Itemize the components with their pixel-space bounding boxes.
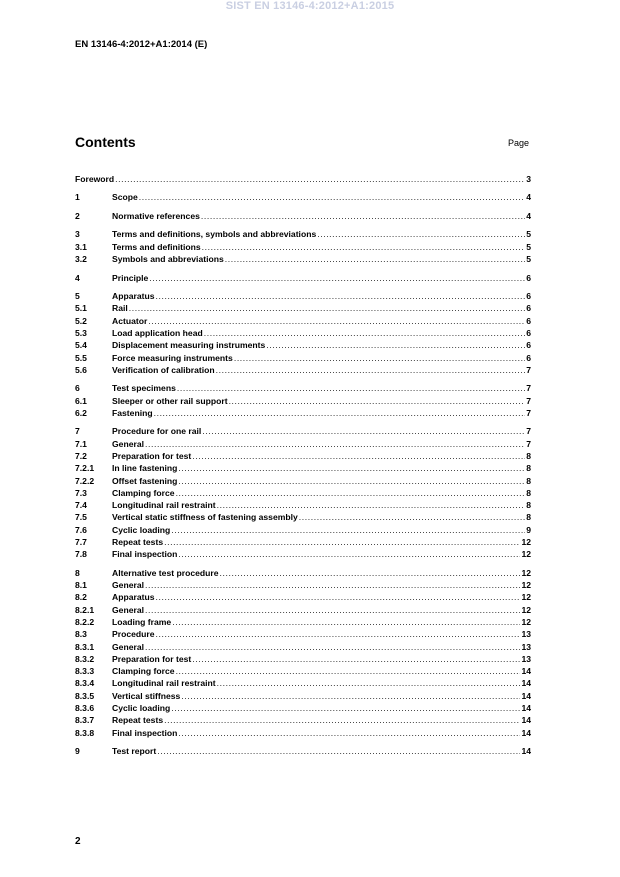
dot-leader bbox=[164, 714, 520, 726]
toc-entry-page: 6 bbox=[526, 272, 531, 283]
toc-entry-number: 6 bbox=[75, 383, 80, 394]
toc-entry-number: 7.8 bbox=[75, 549, 87, 560]
toc-entry-page: 7 bbox=[526, 383, 531, 394]
toc-entry-page: 12 bbox=[521, 604, 531, 615]
dot-leader bbox=[176, 665, 521, 677]
page-column-label: Page bbox=[508, 138, 530, 148]
toc-entry-page: 14 bbox=[521, 703, 531, 714]
toc-entry-title: General bbox=[112, 580, 145, 591]
dot-leader bbox=[178, 727, 520, 739]
toc-entry-title: Sleeper or other rail support bbox=[112, 395, 228, 406]
toc-entry-title: Apparatus bbox=[112, 291, 155, 302]
toc-entry-title: Foreword bbox=[75, 174, 115, 184]
toc-entry[interactable] bbox=[75, 272, 531, 284]
toc-entry-number: 7.1 bbox=[75, 438, 87, 449]
toc-entry-page: 12 bbox=[521, 580, 531, 591]
dot-leader bbox=[216, 364, 526, 376]
toc-entry[interactable] bbox=[75, 302, 531, 314]
toc-entry[interactable] bbox=[75, 579, 531, 591]
toc-entry[interactable] bbox=[75, 567, 531, 579]
toc-entry-title: Preparation for test bbox=[112, 450, 192, 461]
dot-leader bbox=[178, 548, 520, 560]
toc-entry[interactable] bbox=[75, 327, 531, 339]
toc-entry-title: Fastening bbox=[112, 407, 153, 418]
toc-entry-number: 8.3.3 bbox=[75, 666, 95, 677]
toc-entry[interactable] bbox=[75, 352, 531, 364]
toc-entry[interactable] bbox=[75, 524, 531, 536]
toc-entry-title: Longitudinal rail restraint bbox=[112, 678, 216, 689]
toc-entry-page: 14 bbox=[521, 715, 531, 726]
toc-entry[interactable] bbox=[75, 487, 531, 499]
toc-entry-page: 13 bbox=[521, 653, 531, 664]
dot-leader bbox=[145, 579, 520, 591]
toc-entry[interactable] bbox=[75, 628, 531, 640]
dot-leader bbox=[181, 690, 520, 702]
toc-entry-page: 7 bbox=[526, 364, 531, 375]
toc-entry-page: 8 bbox=[526, 475, 531, 486]
toc-entry-page: 3 bbox=[526, 174, 531, 184]
toc-entry[interactable] bbox=[75, 499, 531, 511]
toc-entry-page: 5 bbox=[526, 241, 531, 252]
toc-entry-page: 12 bbox=[521, 617, 531, 627]
toc-entry[interactable] bbox=[75, 548, 531, 560]
watermark-text: SIST EN 13146-4:2012+A1:2015 bbox=[225, 0, 395, 12]
toc-entry-page: 7 bbox=[526, 395, 531, 406]
toc-entry-page: 6 bbox=[526, 303, 531, 314]
toc-entry-title: Force measuring instruments bbox=[112, 352, 233, 363]
toc-entry[interactable] bbox=[75, 727, 531, 739]
dot-leader bbox=[229, 395, 526, 407]
toc-entry-number: 6.2 bbox=[75, 407, 87, 418]
dot-leader bbox=[129, 302, 525, 314]
dot-leader bbox=[204, 327, 525, 339]
toc-entry-number: 6.1 bbox=[75, 395, 87, 406]
toc-entry-title: Longitudinal rail restraint bbox=[112, 500, 216, 511]
toc-entry-number: 5 bbox=[75, 291, 80, 302]
toc-entry[interactable] bbox=[75, 395, 531, 407]
toc-entry-number: 4 bbox=[75, 272, 80, 283]
toc-entry-page: 8 bbox=[526, 500, 531, 511]
toc-entry[interactable] bbox=[75, 653, 531, 665]
toc-entry-page: 6 bbox=[526, 291, 531, 302]
dot-leader bbox=[202, 241, 526, 253]
toc-entry-title: Procedure for one rail bbox=[112, 426, 202, 437]
dot-leader bbox=[299, 511, 525, 523]
toc-entry[interactable] bbox=[75, 425, 531, 437]
dot-leader bbox=[220, 567, 521, 579]
toc-entry-title: Final inspection bbox=[112, 549, 178, 560]
toc-entry-title: Terms and definitions bbox=[112, 241, 201, 252]
toc-entry-title: Loading frame bbox=[112, 617, 172, 627]
dot-leader bbox=[145, 641, 520, 653]
dot-leader bbox=[171, 702, 520, 714]
toc-entry[interactable] bbox=[75, 604, 531, 616]
dot-leader bbox=[202, 425, 525, 437]
dot-leader bbox=[201, 210, 525, 222]
dot-leader bbox=[225, 253, 525, 265]
toc-entry[interactable] bbox=[75, 641, 531, 653]
toc-entry-number: 8.3 bbox=[75, 629, 87, 640]
toc-entry-number: 8.3.8 bbox=[75, 727, 95, 738]
toc-entry[interactable] bbox=[75, 665, 531, 677]
toc-entry[interactable] bbox=[75, 407, 531, 419]
toc-entry-page: 4 bbox=[526, 192, 531, 203]
toc-entry-title: Vertical stiffness bbox=[112, 690, 181, 701]
toc-entry-page: 6 bbox=[526, 327, 531, 338]
toc-entry-number: 8 bbox=[75, 567, 80, 578]
dot-leader bbox=[156, 628, 521, 640]
dot-leader bbox=[217, 677, 521, 689]
dot-leader bbox=[115, 173, 525, 185]
toc-entry[interactable] bbox=[75, 677, 531, 689]
toc-entry[interactable] bbox=[75, 315, 531, 327]
toc-entry-title: Clamping force bbox=[112, 487, 175, 498]
toc-entry-page: 5 bbox=[526, 254, 531, 265]
toc-entry-title: Terms and definitions, symbols and abbreviations bbox=[112, 229, 317, 240]
toc-entry[interactable] bbox=[75, 253, 531, 265]
dot-leader bbox=[156, 290, 526, 302]
toc-entry-number: 5.2 bbox=[75, 315, 87, 326]
toc-entry-number: 5.3 bbox=[75, 327, 87, 338]
toc-entry[interactable] bbox=[75, 339, 531, 351]
toc-entry[interactable] bbox=[75, 616, 531, 628]
toc-entry-page: 14 bbox=[521, 746, 531, 757]
toc-entry-title: In line fastening bbox=[112, 463, 178, 474]
toc-entry-page: 4 bbox=[526, 210, 531, 221]
toc-entry[interactable] bbox=[75, 364, 531, 376]
toc-entry-title: Clamping force bbox=[112, 666, 175, 677]
contents-heading: Contents bbox=[75, 134, 136, 150]
toc-entry-title: Scope bbox=[112, 192, 138, 203]
dot-leader bbox=[148, 315, 525, 327]
toc-entry-page: 12 bbox=[521, 549, 531, 560]
toc-entry-title: Load application head bbox=[112, 327, 203, 338]
toc-entry-page: 6 bbox=[526, 315, 531, 326]
dot-leader bbox=[217, 499, 526, 511]
toc-entry[interactable] bbox=[75, 438, 531, 450]
toc-entry-number: 8.3.4 bbox=[75, 678, 95, 689]
dot-leader bbox=[266, 339, 525, 351]
toc-entry[interactable] bbox=[75, 210, 531, 222]
toc-entry-title: Principle bbox=[112, 272, 149, 283]
toc-entry-title: General bbox=[112, 438, 145, 449]
toc-entry[interactable] bbox=[75, 690, 531, 702]
toc-entry-title: Repeat tests bbox=[112, 537, 164, 548]
toc-entry-number: 7.2.2 bbox=[75, 475, 95, 486]
toc-entry-number: 8.2.1 bbox=[75, 604, 95, 615]
toc-entry-page: 14 bbox=[521, 727, 531, 738]
toc-entry-page: 14 bbox=[521, 666, 531, 677]
toc-entry-title: Preparation for test bbox=[112, 653, 192, 664]
toc-entry[interactable] bbox=[75, 382, 531, 394]
toc-entry-number: 5.6 bbox=[75, 364, 87, 375]
dot-leader bbox=[171, 524, 525, 536]
toc-entry[interactable] bbox=[75, 591, 531, 603]
toc-entry[interactable] bbox=[75, 702, 531, 714]
toc-entry-page: 7 bbox=[526, 426, 531, 437]
dot-leader bbox=[139, 191, 525, 203]
dot-leader bbox=[156, 591, 521, 603]
toc-entry-page: 8 bbox=[526, 512, 531, 523]
toc-entry-title: Rail bbox=[112, 303, 128, 314]
dot-leader bbox=[317, 228, 525, 240]
toc-entry-title: Test report bbox=[112, 746, 157, 757]
toc-entry-number: 7.6 bbox=[75, 524, 87, 535]
toc-entry-title: Displacement measuring instruments bbox=[112, 340, 266, 351]
toc-entry-number: 1 bbox=[75, 192, 80, 203]
toc-entry[interactable] bbox=[75, 475, 531, 487]
toc-entry-number: 7.7 bbox=[75, 537, 87, 548]
table-of-contents bbox=[75, 173, 531, 757]
toc-entry-title: Vertical static stiffness of fastening assembly bbox=[112, 512, 298, 523]
toc-entry-number: 3.1 bbox=[75, 241, 87, 252]
toc-entry-page: 7 bbox=[526, 407, 531, 418]
toc-entry-title: Alternative test procedure bbox=[112, 567, 219, 578]
toc-entry-title: Actuator bbox=[112, 315, 148, 326]
toc-entry-number: 8.3.1 bbox=[75, 641, 95, 652]
dot-leader bbox=[157, 745, 520, 757]
dot-leader bbox=[192, 653, 520, 665]
toc-entry-number: 7.5 bbox=[75, 512, 87, 523]
toc-entry-number: 3.2 bbox=[75, 254, 87, 265]
toc-entry-page: 5 bbox=[526, 229, 531, 240]
page-number: 2 bbox=[75, 836, 81, 847]
toc-entry[interactable] bbox=[75, 450, 531, 462]
dot-leader bbox=[192, 450, 525, 462]
toc-entry[interactable] bbox=[75, 714, 531, 726]
document-identifier: EN 13146-4:2012+A1:2014 (E) bbox=[75, 39, 208, 50]
dot-leader bbox=[176, 487, 526, 499]
dot-leader bbox=[164, 536, 520, 548]
toc-entry-number: 7.3 bbox=[75, 487, 87, 498]
dot-leader bbox=[149, 272, 525, 284]
dot-leader bbox=[145, 604, 520, 616]
toc-entry-title: Apparatus bbox=[112, 592, 155, 603]
toc-entry-number: 9 bbox=[75, 746, 80, 757]
toc-entry-number: 3 bbox=[75, 229, 80, 240]
toc-entry-number: 8.3.7 bbox=[75, 715, 95, 726]
toc-entry[interactable] bbox=[75, 462, 531, 474]
toc-entry-number: 8.3.6 bbox=[75, 703, 95, 714]
toc-entry-page: 13 bbox=[521, 641, 531, 652]
toc-entry-title: Verification of calibration bbox=[112, 364, 215, 375]
toc-entry-page: 13 bbox=[521, 629, 531, 640]
toc-entry-title: Offset fastening bbox=[112, 475, 178, 486]
toc-entry-number: 7.4 bbox=[75, 500, 87, 511]
toc-entry-page: 12 bbox=[521, 592, 531, 603]
toc-entry-page: 7 bbox=[526, 438, 531, 449]
toc-entry-title: Test specimens bbox=[112, 383, 176, 394]
toc-entry[interactable] bbox=[75, 511, 531, 523]
toc-entry-number: 8.3.2 bbox=[75, 653, 95, 664]
toc-entry-number: 5.1 bbox=[75, 303, 87, 314]
toc-entry-page: 8 bbox=[526, 463, 531, 474]
toc-entry-title: Normative references bbox=[112, 210, 200, 221]
toc-entry-number: 8.1 bbox=[75, 580, 87, 591]
dot-leader bbox=[172, 616, 520, 628]
toc-entry-number: 8.2.2 bbox=[75, 617, 95, 627]
toc-entry[interactable] bbox=[75, 173, 531, 185]
toc-entry[interactable] bbox=[75, 241, 531, 253]
toc-entry-page: 9 bbox=[526, 524, 531, 535]
toc-entry[interactable] bbox=[75, 290, 531, 302]
toc-entry-number: 2 bbox=[75, 210, 80, 221]
toc-entry-number: 7.2.1 bbox=[75, 463, 95, 474]
dot-leader bbox=[177, 382, 525, 394]
toc-entry-page: 6 bbox=[526, 340, 531, 351]
toc-entry-title: Cyclic loading bbox=[112, 524, 171, 535]
toc-entry-page: 14 bbox=[521, 690, 531, 701]
toc-entry-number: 8.3.5 bbox=[75, 690, 95, 701]
toc-entry-page: 14 bbox=[521, 678, 531, 689]
toc-entry-title: Symbols and abbreviations bbox=[112, 254, 224, 265]
toc-entry-title: Cyclic loading bbox=[112, 703, 171, 714]
dot-leader bbox=[145, 438, 525, 450]
toc-entry-page: 12 bbox=[521, 537, 531, 548]
toc-entry-title: Repeat tests bbox=[112, 715, 164, 726]
dot-leader bbox=[234, 352, 525, 364]
dot-leader bbox=[154, 407, 526, 419]
toc-entry-number: 7 bbox=[75, 426, 80, 437]
toc-entry-page: 6 bbox=[526, 352, 531, 363]
toc-entry-number: 8.2 bbox=[75, 592, 87, 603]
dot-leader bbox=[178, 475, 525, 487]
toc-entry-title: Final inspection bbox=[112, 727, 178, 738]
toc-entry-number: 7.2 bbox=[75, 450, 87, 461]
toc-entry-title: Procedure bbox=[112, 629, 155, 640]
toc-entry[interactable] bbox=[75, 191, 531, 203]
toc-entry[interactable] bbox=[75, 536, 531, 548]
toc-entry-page: 12 bbox=[521, 567, 531, 578]
toc-entry[interactable] bbox=[75, 745, 531, 757]
toc-entry-page: 8 bbox=[526, 450, 531, 461]
toc-entry-title: General bbox=[112, 641, 145, 652]
toc-entry[interactable] bbox=[75, 228, 531, 240]
toc-entry-page: 8 bbox=[526, 487, 531, 498]
dot-leader bbox=[178, 462, 525, 474]
toc-entry-number: 5.4 bbox=[75, 340, 87, 351]
toc-entry-number: 5.5 bbox=[75, 352, 87, 363]
toc-entry-title: General bbox=[112, 604, 145, 615]
